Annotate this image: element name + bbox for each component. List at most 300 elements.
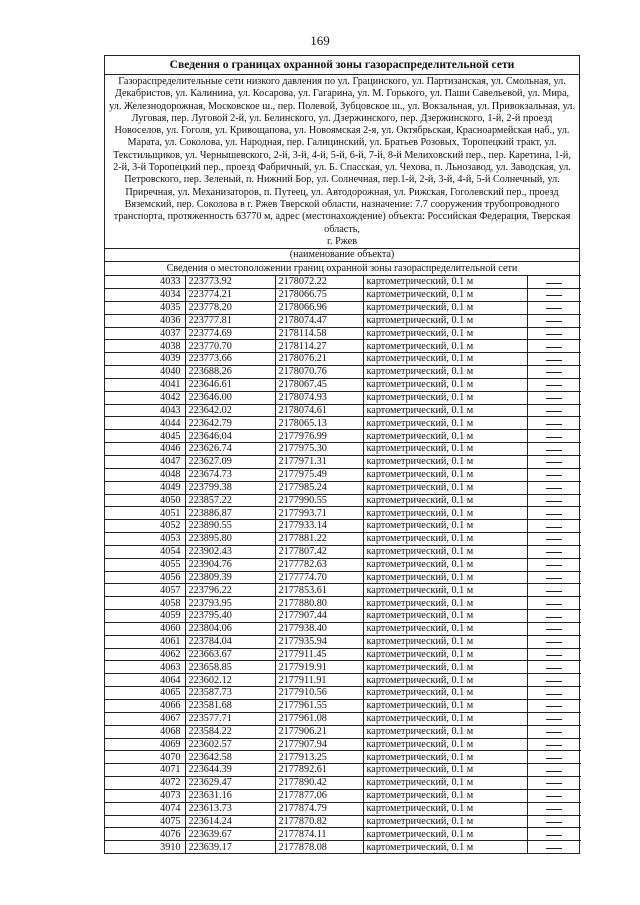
coordinate-x: 223602.12 [185, 674, 275, 687]
table-row [105, 828, 581, 841]
coordinate-y: 2177975.49 [275, 468, 363, 481]
point-number: 4048 [105, 468, 185, 481]
dash-mark [546, 668, 562, 669]
dash-mark [546, 706, 562, 707]
dash-mark [546, 758, 562, 759]
dash-mark [546, 450, 562, 451]
table-row [105, 751, 581, 764]
coordinate-y: 2177985.24 [275, 481, 363, 494]
table-row [105, 430, 581, 443]
coordinate-y: 2178074.93 [275, 391, 363, 404]
coordinate-y: 2178076.21 [275, 353, 363, 366]
dash-mark [546, 642, 562, 643]
dash-mark [546, 578, 562, 579]
table-row [105, 661, 581, 674]
dash-mark [546, 745, 562, 746]
table-row [105, 276, 581, 289]
point-number: 4040 [105, 366, 185, 379]
coordinate-y: 2177907.44 [275, 610, 363, 623]
determination-method: картометрический, 0.1 м [363, 725, 527, 738]
dash-mark [546, 835, 562, 836]
table-row [105, 764, 581, 777]
coordinate-x: 223577.71 [185, 712, 275, 725]
coordinate-x: 223796.22 [185, 584, 275, 597]
dash-mark [546, 283, 562, 284]
table-row [105, 391, 581, 404]
coordinate-y: 2177975.30 [275, 443, 363, 456]
empty-dash-cell [527, 661, 581, 674]
determination-method: картометрический, 0.1 м [363, 764, 527, 777]
point-number: 4065 [105, 687, 185, 700]
coordinate-x: 223584.22 [185, 725, 275, 738]
coordinate-x: 223784.04 [185, 635, 275, 648]
determination-method: картометрический, 0.1 м [363, 597, 527, 610]
empty-dash-cell [527, 841, 581, 853]
coordinate-y: 2178065.13 [275, 417, 363, 430]
point-number: 4056 [105, 571, 185, 584]
coordinate-x: 223658.85 [185, 661, 275, 674]
point-number: 4054 [105, 545, 185, 558]
coordinate-y: 2178074.47 [275, 314, 363, 327]
coordinate-y: 2177877.06 [275, 789, 363, 802]
point-number: 4044 [105, 417, 185, 430]
determination-method: картометрический, 0.1 м [363, 468, 527, 481]
location-section-title: Сведения о местоположении границ охранной зоны газораспределительной сети [105, 261, 579, 275]
point-number: 4037 [105, 327, 185, 340]
determination-method: картометрический, 0.1 м [363, 802, 527, 815]
determination-method: картометрический, 0.1 м [363, 610, 527, 623]
empty-dash-cell [527, 648, 581, 661]
coordinate-y: 2178067.45 [275, 378, 363, 391]
determination-method: картометрический, 0.1 м [363, 841, 527, 853]
dash-mark [546, 539, 562, 540]
coordinate-x: 223674.73 [185, 468, 275, 481]
coordinate-x: 223642.79 [185, 417, 275, 430]
coordinate-x: 223799.38 [185, 481, 275, 494]
dash-mark [546, 552, 562, 553]
table-row [105, 545, 581, 558]
dash-mark [546, 771, 562, 772]
empty-dash-cell [527, 558, 581, 571]
document-title: Сведения о границах охранной зоны газораспределительной сети [105, 56, 579, 75]
empty-dash-cell [527, 430, 581, 443]
point-number: 4053 [105, 533, 185, 546]
determination-method: картометрический, 0.1 м [363, 327, 527, 340]
table-row [105, 610, 581, 623]
coordinate-x: 223774.69 [185, 327, 275, 340]
point-number: 4033 [105, 276, 185, 289]
determination-method: картометрический, 0.1 м [363, 378, 527, 391]
dash-mark [546, 295, 562, 296]
determination-method: картометрический, 0.1 м [363, 430, 527, 443]
empty-dash-cell [527, 674, 581, 687]
dash-mark [546, 681, 562, 682]
empty-dash-cell [527, 404, 581, 417]
coordinate-x: 223646.04 [185, 430, 275, 443]
table-row [105, 289, 581, 302]
coordinate-y: 2177907.94 [275, 738, 363, 751]
point-number: 4047 [105, 455, 185, 468]
coordinate-x: 223646.61 [185, 378, 275, 391]
coordinate-x: 223631.16 [185, 789, 275, 802]
point-number: 4069 [105, 738, 185, 751]
empty-dash-cell [527, 584, 581, 597]
table-row [105, 597, 581, 610]
table-row [105, 507, 581, 520]
coordinate-y: 2178114.27 [275, 340, 363, 353]
coordinate-x: 223613.73 [185, 802, 275, 815]
coordinate-y: 2177870.82 [275, 815, 363, 828]
coordinate-x: 223642.58 [185, 751, 275, 764]
coordinates-table-body [105, 276, 581, 853]
point-number: 4036 [105, 314, 185, 327]
object-description [105, 75, 579, 248]
coordinate-y: 2177807.42 [275, 545, 363, 558]
table-row [105, 571, 581, 584]
determination-method: картометрический, 0.1 м [363, 545, 527, 558]
coordinate-y: 2177990.55 [275, 494, 363, 507]
dash-mark [546, 411, 562, 412]
determination-method: картометрический, 0.1 м [363, 687, 527, 700]
point-number: 4049 [105, 481, 185, 494]
table-row [105, 533, 581, 546]
coordinate-x: 223773.66 [185, 353, 275, 366]
point-number: 4052 [105, 520, 185, 533]
point-number: 4042 [105, 391, 185, 404]
coordinate-x: 223602.57 [185, 738, 275, 751]
dash-mark [546, 321, 562, 322]
point-number: 4073 [105, 789, 185, 802]
coordinate-y: 2177961.08 [275, 712, 363, 725]
empty-dash-cell [527, 777, 581, 790]
object-description-text: Газораспределительные сети низкого давления по ул. Грацинского, ул. Партизанская, ул. Смольная, ул. Декабристов, ул. Калинина, ул. Косарова, ул. Гагарина, ул. М. Горького, ул. Паши Савельевой, ул. Мира, ул. Железнодорожная, Московское ш., пер. Полевой, Зубцовское ш., ул. Вокзальная, ул. Привокзальная, ул. Луговая, пер. Луговой 2-й, ул. Белинского, ул. Дзержинского, пер. Дзержинского, 1-й, 2-й проезд Новоселов, ул. Гоголя, ул. Кривощапова, ул. Новоямская 2-я, ул. Октябрьская, Красноармейская наб., ул. Марата, ул. Соколова, ул. Народная, пер. Галицинский, ул. Братьев Розовых, Торопецкий тракт, ул. Текстильщиков, ул. Чернышевского, 2-й, 3-й, 4-й, 5-й, 6-й, 7-й, 8-й Мелиховский пер., пер. Каретина, 1-й, 2-й, 3-й Торопецкий пер., проезд Фабричный, ул. Б. Спасская, ул. Чехова, п. Льнозавод, ул. Заводская, ул. Петровского, пер. Зеленый, п. Нижний Бор, ул. Солнечная, пер.1-й, 2-й, 3-й, 4-й, 5-й Солнечный, ул. Приречная, ул. Механизаторов, п. Путеец, ул. Автодорожная, ул. Рижская, Гоголевский пер., проезд Вяземский, пер. Соколова в г. Ржев Тверской области, назначение: 7.7 сооружения трубопроводного транспорта, протяженность 63770 м, адрес (местонахождение) объекта: Российская Федерация, Тверская область, [109, 76, 575, 235]
determination-method: картометрический, 0.1 м [363, 353, 527, 366]
table-row [105, 700, 581, 713]
coordinate-y: 2177911.91 [275, 674, 363, 687]
determination-method: картометрический, 0.1 м [363, 404, 527, 417]
dash-mark [546, 848, 562, 849]
point-number: 4038 [105, 340, 185, 353]
coordinate-x: 223804.06 [185, 622, 275, 635]
coordinate-y: 2178072.22 [275, 276, 363, 289]
coordinate-y: 2177892.61 [275, 764, 363, 777]
table-row [105, 455, 581, 468]
empty-dash-cell [527, 533, 581, 546]
determination-method: картометрический, 0.1 м [363, 751, 527, 764]
coordinate-y: 2177853.61 [275, 584, 363, 597]
determination-method: картометрический, 0.1 м [363, 558, 527, 571]
point-number: 4041 [105, 378, 185, 391]
coordinate-x: 223770.70 [185, 340, 275, 353]
coordinate-x: 223581.68 [185, 700, 275, 713]
determination-method: картометрический, 0.1 м [363, 455, 527, 468]
coordinate-y: 2177938.40 [275, 622, 363, 635]
table-row [105, 687, 581, 700]
dash-mark [546, 514, 562, 515]
empty-dash-cell [527, 507, 581, 520]
point-number: 4046 [105, 443, 185, 456]
coordinate-y: 2177933.14 [275, 520, 363, 533]
dash-mark [546, 565, 562, 566]
table-row [105, 622, 581, 635]
coordinate-y: 2177874.11 [275, 828, 363, 841]
determination-method: картометрический, 0.1 м [363, 828, 527, 841]
empty-dash-cell [527, 725, 581, 738]
point-number: 4076 [105, 828, 185, 841]
object-name-label: (наименование объекта) [105, 248, 579, 261]
point-number: 4043 [105, 404, 185, 417]
coordinate-y: 2177881.22 [275, 533, 363, 546]
point-number: 4072 [105, 777, 185, 790]
empty-dash-cell [527, 622, 581, 635]
empty-dash-cell [527, 802, 581, 815]
coordinates-table [105, 275, 581, 853]
coordinate-x: 223774.21 [185, 289, 275, 302]
dash-mark [546, 694, 562, 695]
point-number: 4063 [105, 661, 185, 674]
empty-dash-cell [527, 571, 581, 584]
coordinate-y: 2177890.42 [275, 777, 363, 790]
coordinate-x: 223890.55 [185, 520, 275, 533]
dash-mark [546, 809, 562, 810]
point-number: 4051 [105, 507, 185, 520]
point-number: 4074 [105, 802, 185, 815]
table-row [105, 712, 581, 725]
coordinate-y: 2177976.99 [275, 430, 363, 443]
empty-dash-cell [527, 301, 581, 314]
point-number: 4039 [105, 353, 185, 366]
point-number: 4034 [105, 289, 185, 302]
point-number: 4058 [105, 597, 185, 610]
determination-method: картометрический, 0.1 м [363, 622, 527, 635]
dash-mark [546, 475, 562, 476]
dash-mark [546, 385, 562, 386]
table-row [105, 777, 581, 790]
coordinate-y: 2178074.61 [275, 404, 363, 417]
determination-method: картометрический, 0.1 м [363, 571, 527, 584]
determination-method: картометрический, 0.1 м [363, 340, 527, 353]
determination-method: картометрический, 0.1 м [363, 712, 527, 725]
coordinate-y: 2177993.71 [275, 507, 363, 520]
coordinate-y: 2177911.45 [275, 648, 363, 661]
table-row [105, 815, 581, 828]
coordinate-y: 2178066.96 [275, 301, 363, 314]
point-number: 4059 [105, 610, 185, 623]
determination-method: картометрический, 0.1 м [363, 417, 527, 430]
coordinate-x: 223629.47 [185, 777, 275, 790]
empty-dash-cell [527, 520, 581, 533]
coordinate-y: 2177919.91 [275, 661, 363, 674]
dash-mark [546, 334, 562, 335]
dash-mark [546, 629, 562, 630]
table-row [105, 340, 581, 353]
coordinate-x: 223614.24 [185, 815, 275, 828]
dash-mark [546, 604, 562, 605]
empty-dash-cell [527, 494, 581, 507]
determination-method: картометрический, 0.1 м [363, 366, 527, 379]
determination-method: картометрический, 0.1 м [363, 391, 527, 404]
table-row [105, 443, 581, 456]
point-number: 4064 [105, 674, 185, 687]
empty-dash-cell [527, 366, 581, 379]
table-row [105, 404, 581, 417]
coordinate-y: 2177910.56 [275, 687, 363, 700]
empty-dash-cell [527, 700, 581, 713]
determination-method: картометрический, 0.1 м [363, 507, 527, 520]
determination-method: картометрический, 0.1 м [363, 661, 527, 674]
object-city: г. Ржев [326, 235, 358, 247]
point-number: 4045 [105, 430, 185, 443]
coordinate-x: 223688.26 [185, 366, 275, 379]
empty-dash-cell [527, 289, 581, 302]
point-number: 4070 [105, 751, 185, 764]
boundary-document [104, 55, 580, 854]
dash-mark [546, 360, 562, 361]
table-row [105, 584, 581, 597]
coordinate-x: 223886.87 [185, 507, 275, 520]
dash-mark [546, 732, 562, 733]
coordinate-y: 2177782.63 [275, 558, 363, 571]
table-row [105, 301, 581, 314]
empty-dash-cell [527, 314, 581, 327]
determination-method: картометрический, 0.1 м [363, 520, 527, 533]
table-row [105, 378, 581, 391]
table-row [105, 494, 581, 507]
determination-method: картометрический, 0.1 м [363, 738, 527, 751]
coordinate-y: 2177774.70 [275, 571, 363, 584]
coordinate-x: 223642.02 [185, 404, 275, 417]
coordinate-x: 223809.39 [185, 571, 275, 584]
coordinate-x: 223904.76 [185, 558, 275, 571]
table-row [105, 648, 581, 661]
point-number: 4055 [105, 558, 185, 571]
coordinate-x: 223663.67 [185, 648, 275, 661]
determination-method: картометрический, 0.1 м [363, 815, 527, 828]
dash-mark [546, 308, 562, 309]
point-number: 4068 [105, 725, 185, 738]
empty-dash-cell [527, 481, 581, 494]
table-row [105, 417, 581, 430]
determination-method: картометрический, 0.1 м [363, 276, 527, 289]
table-row [105, 725, 581, 738]
point-number: 3910 [105, 841, 185, 853]
determination-method: картометрический, 0.1 м [363, 777, 527, 790]
table-row [105, 327, 581, 340]
empty-dash-cell [527, 327, 581, 340]
dash-mark [546, 796, 562, 797]
coordinate-y: 2177935.94 [275, 635, 363, 648]
coordinate-y: 2178114.58 [275, 327, 363, 340]
coordinate-x: 223646.00 [185, 391, 275, 404]
determination-method: картометрический, 0.1 м [363, 648, 527, 661]
determination-method: картометрический, 0.1 м [363, 674, 527, 687]
dash-mark [546, 462, 562, 463]
dash-mark [546, 783, 562, 784]
dash-mark [546, 617, 562, 618]
determination-method: картометрический, 0.1 м [363, 494, 527, 507]
dash-mark [546, 347, 562, 348]
empty-dash-cell [527, 789, 581, 802]
coordinate-x: 223639.17 [185, 841, 275, 853]
point-number: 4050 [105, 494, 185, 507]
coordinate-x: 223587.73 [185, 687, 275, 700]
dash-mark [546, 488, 562, 489]
determination-method: картометрический, 0.1 м [363, 289, 527, 302]
determination-method: картометрический, 0.1 м [363, 635, 527, 648]
coordinate-y: 2177874.79 [275, 802, 363, 815]
empty-dash-cell [527, 712, 581, 725]
coordinate-y: 2177961.55 [275, 700, 363, 713]
dash-mark [546, 372, 562, 373]
dash-mark [546, 719, 562, 720]
coordinate-y: 2177913.25 [275, 751, 363, 764]
point-number: 4060 [105, 622, 185, 635]
determination-method: картометрический, 0.1 м [363, 481, 527, 494]
empty-dash-cell [527, 764, 581, 777]
dash-mark [546, 591, 562, 592]
empty-dash-cell [527, 545, 581, 558]
empty-dash-cell [527, 687, 581, 700]
table-row [105, 558, 581, 571]
point-number: 4067 [105, 712, 185, 725]
empty-dash-cell [527, 635, 581, 648]
point-number: 4075 [105, 815, 185, 828]
point-number: 4035 [105, 301, 185, 314]
dash-mark [546, 822, 562, 823]
empty-dash-cell [527, 443, 581, 456]
dash-mark [546, 398, 562, 399]
table-row [105, 841, 581, 853]
table-row [105, 635, 581, 648]
dash-mark [546, 527, 562, 528]
point-number: 4066 [105, 700, 185, 713]
coordinate-y: 2178070.76 [275, 366, 363, 379]
empty-dash-cell [527, 738, 581, 751]
coordinate-x: 223895.80 [185, 533, 275, 546]
coordinate-x: 223778.20 [185, 301, 275, 314]
coordinate-x: 223639.67 [185, 828, 275, 841]
coordinate-x: 223857.22 [185, 494, 275, 507]
coordinate-x: 223793.95 [185, 597, 275, 610]
point-number: 4057 [105, 584, 185, 597]
table-row [105, 468, 581, 481]
dash-mark [546, 424, 562, 425]
table-row [105, 314, 581, 327]
empty-dash-cell [527, 353, 581, 366]
point-number: 4061 [105, 635, 185, 648]
determination-method: картометрический, 0.1 м [363, 700, 527, 713]
coordinate-x: 223795.40 [185, 610, 275, 623]
determination-method: картометрический, 0.1 м [363, 533, 527, 546]
table-row [105, 738, 581, 751]
dash-mark [546, 501, 562, 502]
dash-mark [546, 655, 562, 656]
coordinate-x: 223777.81 [185, 314, 275, 327]
coordinate-y: 2177971.31 [275, 455, 363, 468]
dash-mark [546, 437, 562, 438]
point-number: 4071 [105, 764, 185, 777]
empty-dash-cell [527, 417, 581, 430]
determination-method: картометрический, 0.1 м [363, 443, 527, 456]
determination-method: картометрический, 0.1 м [363, 584, 527, 597]
coordinate-y: 2177880.80 [275, 597, 363, 610]
coordinate-x: 223902.43 [185, 545, 275, 558]
empty-dash-cell [527, 378, 581, 391]
empty-dash-cell [527, 340, 581, 353]
empty-dash-cell [527, 815, 581, 828]
table-row [105, 674, 581, 687]
determination-method: картометрический, 0.1 м [363, 789, 527, 802]
